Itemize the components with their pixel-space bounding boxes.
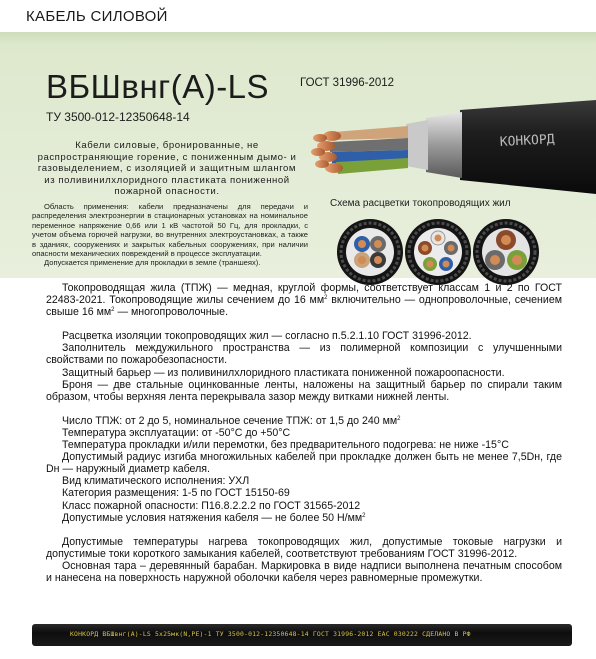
spec-line: Категория размещения: 1-5 по ГОСТ 15150-69 xyxy=(62,487,290,500)
spec-text: включительно — однопроволочные, сечением свыше 16 мм xyxy=(46,294,562,319)
cross-section-5-core xyxy=(404,218,472,286)
cross-section-4-core xyxy=(336,218,404,286)
superscript: 2 xyxy=(362,512,366,519)
spec-line: Температура эксплуатации: от -50°С до +50°С xyxy=(62,426,291,439)
application-scope xyxy=(32,202,308,268)
cable-brand-text: КОНКОРД xyxy=(499,132,555,150)
spec-text: — многопроволочные. xyxy=(114,306,229,319)
spec-text: Число ТПЖ: от 2 до 5, номинальное сечение ТПЖ: от 1,5 до 240 мм xyxy=(62,414,398,427)
spec-line: Защитный барьер — из поливинилхлоридного пластиката пониженной пожароопасности. xyxy=(62,366,505,379)
spec-text: Токопроводящая жила (ТПЖ) — медная, круглой формы, соответствует классам 1 и 2 по ГОСТ 22483-2021. Токопроводящие жилы сечением до 16 мм xyxy=(46,282,562,307)
scope-paragraph: Допускается применение для прокладки в земле (траншеях). xyxy=(44,258,261,268)
spec-line: Допустимый радиус изгиба многожильных кабелей при прокладке должен быть не менее 7,5Dн, где Dн — наружный диаметр кабеля. xyxy=(46,451,562,476)
spec-line: Броня — две стальные оцинкованные ленты, наложены на защитный барьер по спирали таким образом, чтобы верхняя лента перекрывала зазор между витками нижней ленты. xyxy=(46,378,562,403)
gost-number: ГОСТ 31996-2012 xyxy=(300,77,395,89)
spec-line: Расцветка изоляции токопроводящих жил — согласно п.5.2.1.10 ГОСТ 31996-2012. xyxy=(62,330,472,343)
cross-section-3-core xyxy=(472,218,540,286)
spec-line xyxy=(46,512,562,524)
superscript: 2 xyxy=(397,415,401,422)
top-header-bar xyxy=(0,0,596,32)
conductor-paragraph xyxy=(46,282,562,318)
spec-line: Вид климатического исполнения: УХЛ xyxy=(62,475,250,488)
scope-paragraph: Область применения: кабели предназначены для передачи и распределения электроэнергии в стационарных установках на номинальное переменное напряжение 0,66 или 1 кВ частотой 50 Гц, для прокладки, с учетом объема горючей нагрузки, во внутренних электроустановках, а также в зданиях, сооружениях и закрытых кабельных сооружениях, при наличии опасности механических повреждений в процессе эксплуатации. xyxy=(32,202,308,259)
cable-marking-strip xyxy=(32,624,572,646)
cable-cutaway-image xyxy=(310,98,596,196)
spec-line: Допустимые температуры нагрева токопроводящих жил, допустимые токовые нагрузки и допустимые токи короткого замыкания кабелей, соответствуют требованиям ГОСТ 31996-2012. xyxy=(46,535,562,560)
product-panel xyxy=(0,32,596,278)
tu-number: ТУ 3500-012-12350648-14 xyxy=(46,110,190,124)
product-description: Кабели силовые, бронированные, не распространяющие горение, с пониженным дымо- и газовыделением, с изоляцией и защитным шлангом из поливинилхлоридного пластиката пониженной пожарной опасности. xyxy=(37,140,297,198)
cable-marking-text: КОНКОРД ВБШвнг(А)-LS 5х25мк(N,PE)-1 ТУ 3500-012-12350648-14 ГОСТ 31996-2012 ЕАС 030222 СДЕЛАНО В РФ xyxy=(70,630,471,638)
superscript: 2 xyxy=(324,295,328,302)
spec-line xyxy=(46,415,562,427)
category-label: КАБЕЛЬ СИЛОВОЙ xyxy=(26,8,168,25)
spec-line: Заполнитель междужильного пространства — из полимерной композиции с улучшенными свойствами по пожаробезопасности. xyxy=(46,342,562,367)
color-scheme-title: Схема расцветки токопроводящих жил xyxy=(330,198,511,209)
spec-line: Класс пожарной опасности: П16.8.2.2.2 по ГОСТ 31565-2012 xyxy=(62,499,361,512)
spec-line: Основная тара – деревянный барабан. Маркировка в виде надписи выполнена печатным способом и нанесена на поверхность наружной оболочки кабеля через равномерные промежутки. xyxy=(46,559,562,584)
spec-line: Температура прокладки и/или перемотки, без предварительного подогрева: не ниже -15°С xyxy=(62,439,509,452)
technical-specifications xyxy=(46,282,562,584)
product-model-title: ВБШвнг(А)-LS xyxy=(46,68,270,105)
superscript: 2 xyxy=(111,307,115,314)
spec-text: Допустимые условия натяжения кабеля — не более 50 Н/мм xyxy=(62,511,363,524)
